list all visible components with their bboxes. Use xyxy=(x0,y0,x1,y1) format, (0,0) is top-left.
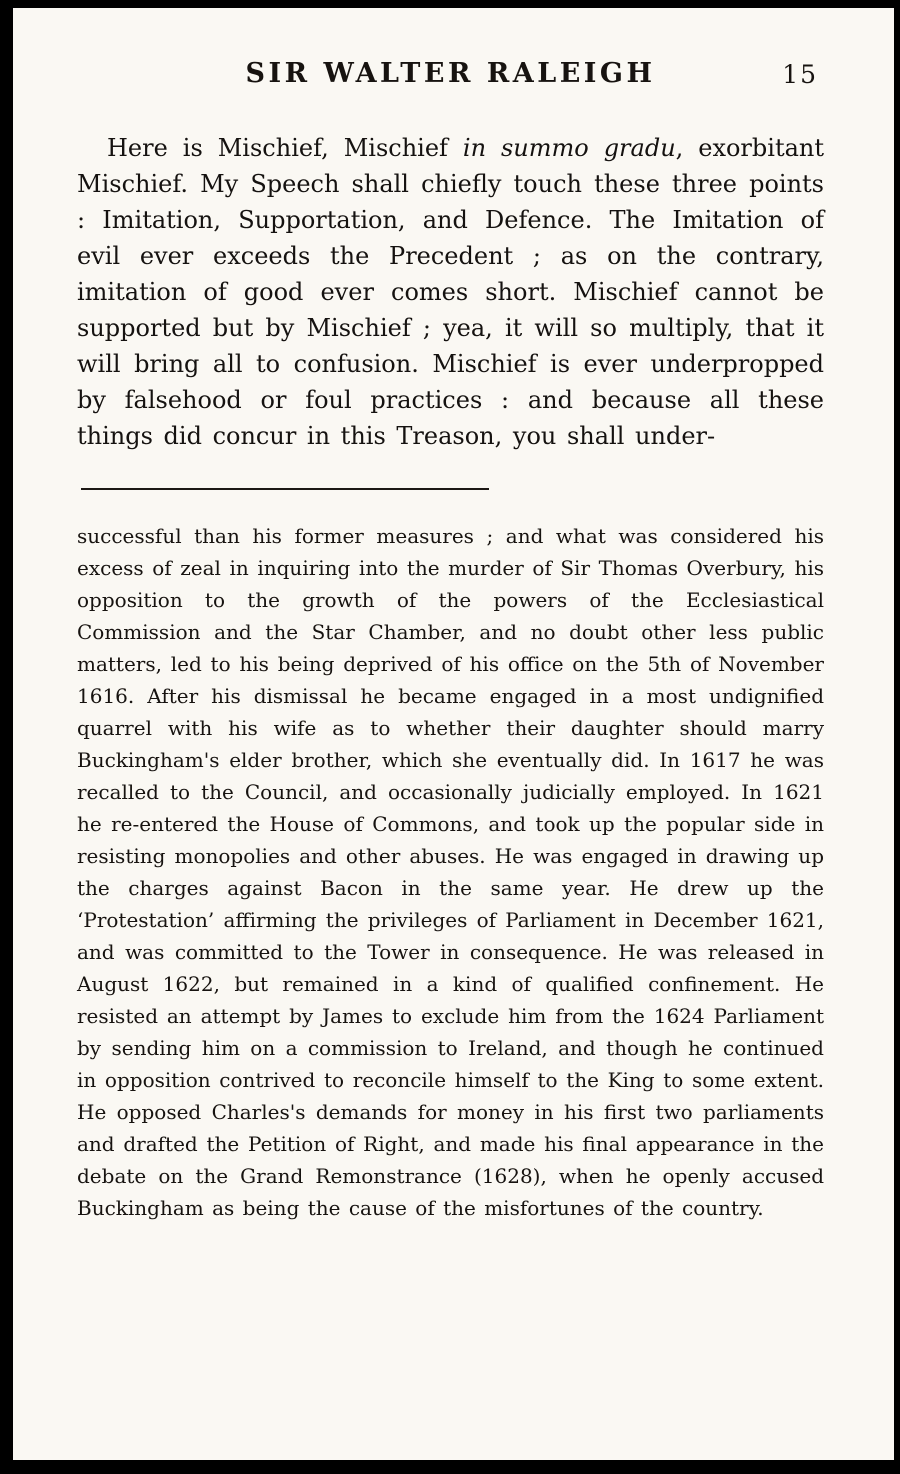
page-number: 15 xyxy=(782,60,818,89)
footnote-separator xyxy=(81,488,489,490)
body-paragraph: Here is Mischief, Mischief in summo gradu, exorbitant Mischief. My Speech shall chiefly touch these three points : Imitation, Supportation, and Defence. The Imitation of evil ever exceeds the Precedent ; as on the contrary, imitation of good ever comes short. Mischief cannot be supported but by Mischief ; yea, it will so multiply, that it will bring all to confusion. Mischief is ever underpropped by falsehood or foul practices : and because all these things did concur in this Treason, you shall under- xyxy=(77,134,825,450)
running-header xyxy=(77,58,824,94)
running-header-title: SIR WALTER RALEIGH xyxy=(245,58,656,89)
scanned-book-page xyxy=(13,8,894,1460)
footnote-text: successful than his former measures ; and what was considered his excess of zeal in inquiring into the murder of Sir Thomas Overbury, his opposition to the growth of the powers of the Ecclesiastical Commission and the Star Chamber, and no doubt other less public matters, led to his being deprived of his office on the 5th of November 1616. After his dismissal he became engaged in a most undignified quarrel with his wife as to whether their daughter should marry Buckingham's elder brother, which she eventually did. In 1617 he was recalled to the Council, and occasionally judicially employed. In 1621 he re-entered the House of Commons, and took up the popular side in resisting monopolies and other abuses. He was engaged in drawing up the charges against Bacon in the same year. He drew up the ‘Protestation’ affirming the privileges of Parliament in December 1621, and was committed to the Tower in consequence. He was released in August 1622, but remained in a kind of qualified confinement. He resisted an attempt by James to exclude him from the 1624 Parliament by sending him on a commission to Ireland, and though he continued in opposition contrived to reconcile himself to the King to some extent. He opposed Charles's demands for money in his first two parliaments and drafted the Petition of Right, and made his final appearance in the debate on the Grand Remonstrance (1628), when he openly accused Buckingham as being the cause of the misfortunes of the country. xyxy=(77,524,824,1220)
